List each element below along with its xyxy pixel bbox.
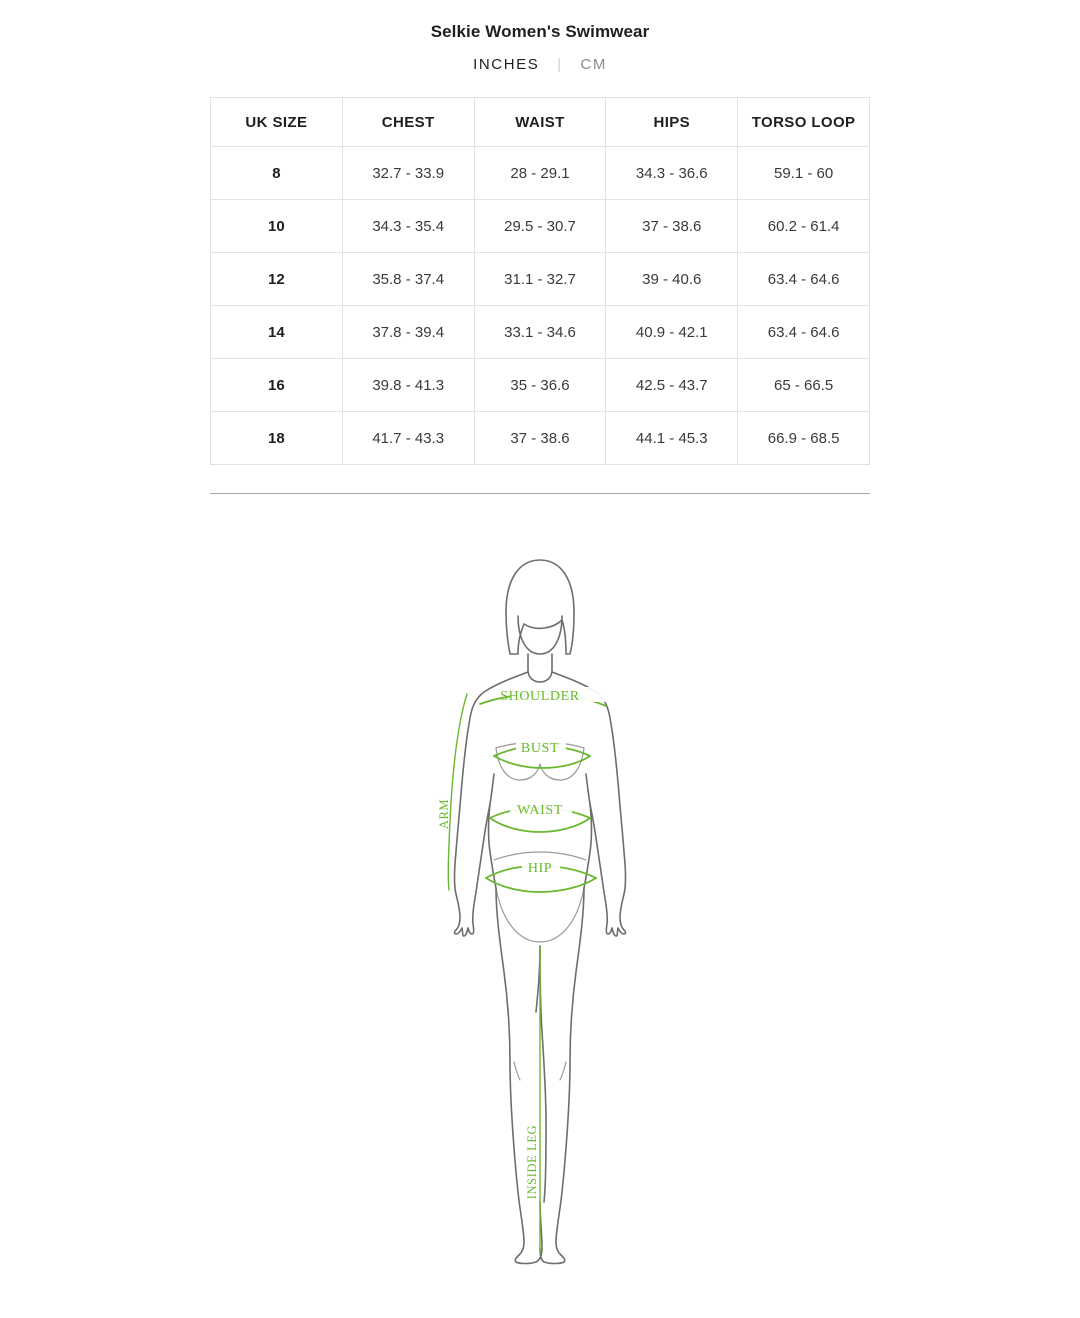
size-chart-table xyxy=(210,97,870,465)
cell-torso-loop: 65 - 66.5 xyxy=(738,359,870,412)
table-header-row xyxy=(211,98,870,147)
cell-waist: 29.5 - 30.7 xyxy=(474,200,606,253)
cell-torso-loop: 60.2 - 61.4 xyxy=(738,200,870,253)
column-header-chest: CHEST xyxy=(342,98,474,147)
cell-chest: 39.8 - 41.3 xyxy=(342,359,474,412)
cell-hips: 40.9 - 42.1 xyxy=(606,306,738,359)
label-hip: HIP xyxy=(527,861,553,876)
size-guide-page xyxy=(0,22,1080,1318)
cell-hips: 39 - 40.6 xyxy=(606,253,738,306)
cell-waist: 37 - 38.6 xyxy=(474,412,606,465)
label-shoulder: SHOULDER xyxy=(500,689,580,704)
cell-chest: 34.3 - 35.4 xyxy=(342,200,474,253)
column-header-waist: WAIST xyxy=(474,98,606,147)
cell-size: 12 xyxy=(211,253,343,306)
table-row xyxy=(211,412,870,465)
cell-size: 18 xyxy=(211,412,343,465)
cell-chest: 35.8 - 37.4 xyxy=(342,253,474,306)
cell-torso-loop: 63.4 - 64.6 xyxy=(738,306,870,359)
cell-waist: 35 - 36.6 xyxy=(474,359,606,412)
cell-torso-loop: 63.4 - 64.6 xyxy=(738,253,870,306)
cell-waist: 28 - 29.1 xyxy=(474,147,606,200)
column-header-torso-loop: TORSO LOOP xyxy=(738,98,870,147)
cell-hips: 34.3 - 36.6 xyxy=(606,147,738,200)
table-row xyxy=(211,200,870,253)
label-inside-leg: INSIDE LEG xyxy=(525,1124,539,1200)
label-arm: ARM xyxy=(437,798,451,830)
label-bust: BUST xyxy=(520,741,560,756)
column-header-uk-size: UK SIZE xyxy=(211,98,343,147)
page-title: Selkie Women's Swimwear xyxy=(430,22,650,41)
cell-hips: 42.5 - 43.7 xyxy=(606,359,738,412)
unit-separator: | xyxy=(557,56,563,73)
table-row xyxy=(211,359,870,412)
cell-size: 16 xyxy=(211,359,343,412)
cell-torso-loop: 59.1 - 60 xyxy=(738,147,870,200)
table-row xyxy=(211,147,870,200)
section-divider xyxy=(210,493,870,494)
table-row xyxy=(211,306,870,359)
unit-toggle[interactable] xyxy=(0,56,1080,73)
cell-chest: 32.7 - 33.9 xyxy=(342,147,474,200)
cell-waist: 33.1 - 34.6 xyxy=(474,306,606,359)
unit-option-cm[interactable]: CM xyxy=(580,56,607,73)
cell-size: 14 xyxy=(211,306,343,359)
cell-waist: 31.1 - 32.7 xyxy=(474,253,606,306)
cell-size: 10 xyxy=(211,200,343,253)
cell-hips: 44.1 - 45.3 xyxy=(606,412,738,465)
measurement-figure xyxy=(0,542,1080,1302)
unit-option-inches[interactable]: INCHES xyxy=(473,56,540,73)
cell-hips: 37 - 38.6 xyxy=(606,200,738,253)
cell-size: 8 xyxy=(211,147,343,200)
head-outline xyxy=(506,560,574,682)
cell-chest: 41.7 - 43.3 xyxy=(342,412,474,465)
cell-torso-loop: 66.9 - 68.5 xyxy=(738,412,870,465)
label-waist: WAIST xyxy=(517,803,563,818)
cell-chest: 37.8 - 39.4 xyxy=(342,306,474,359)
body-diagram-svg xyxy=(330,542,750,1302)
table-row xyxy=(211,253,870,306)
garment-lines xyxy=(494,742,586,942)
column-header-hips: HIPS xyxy=(606,98,738,147)
